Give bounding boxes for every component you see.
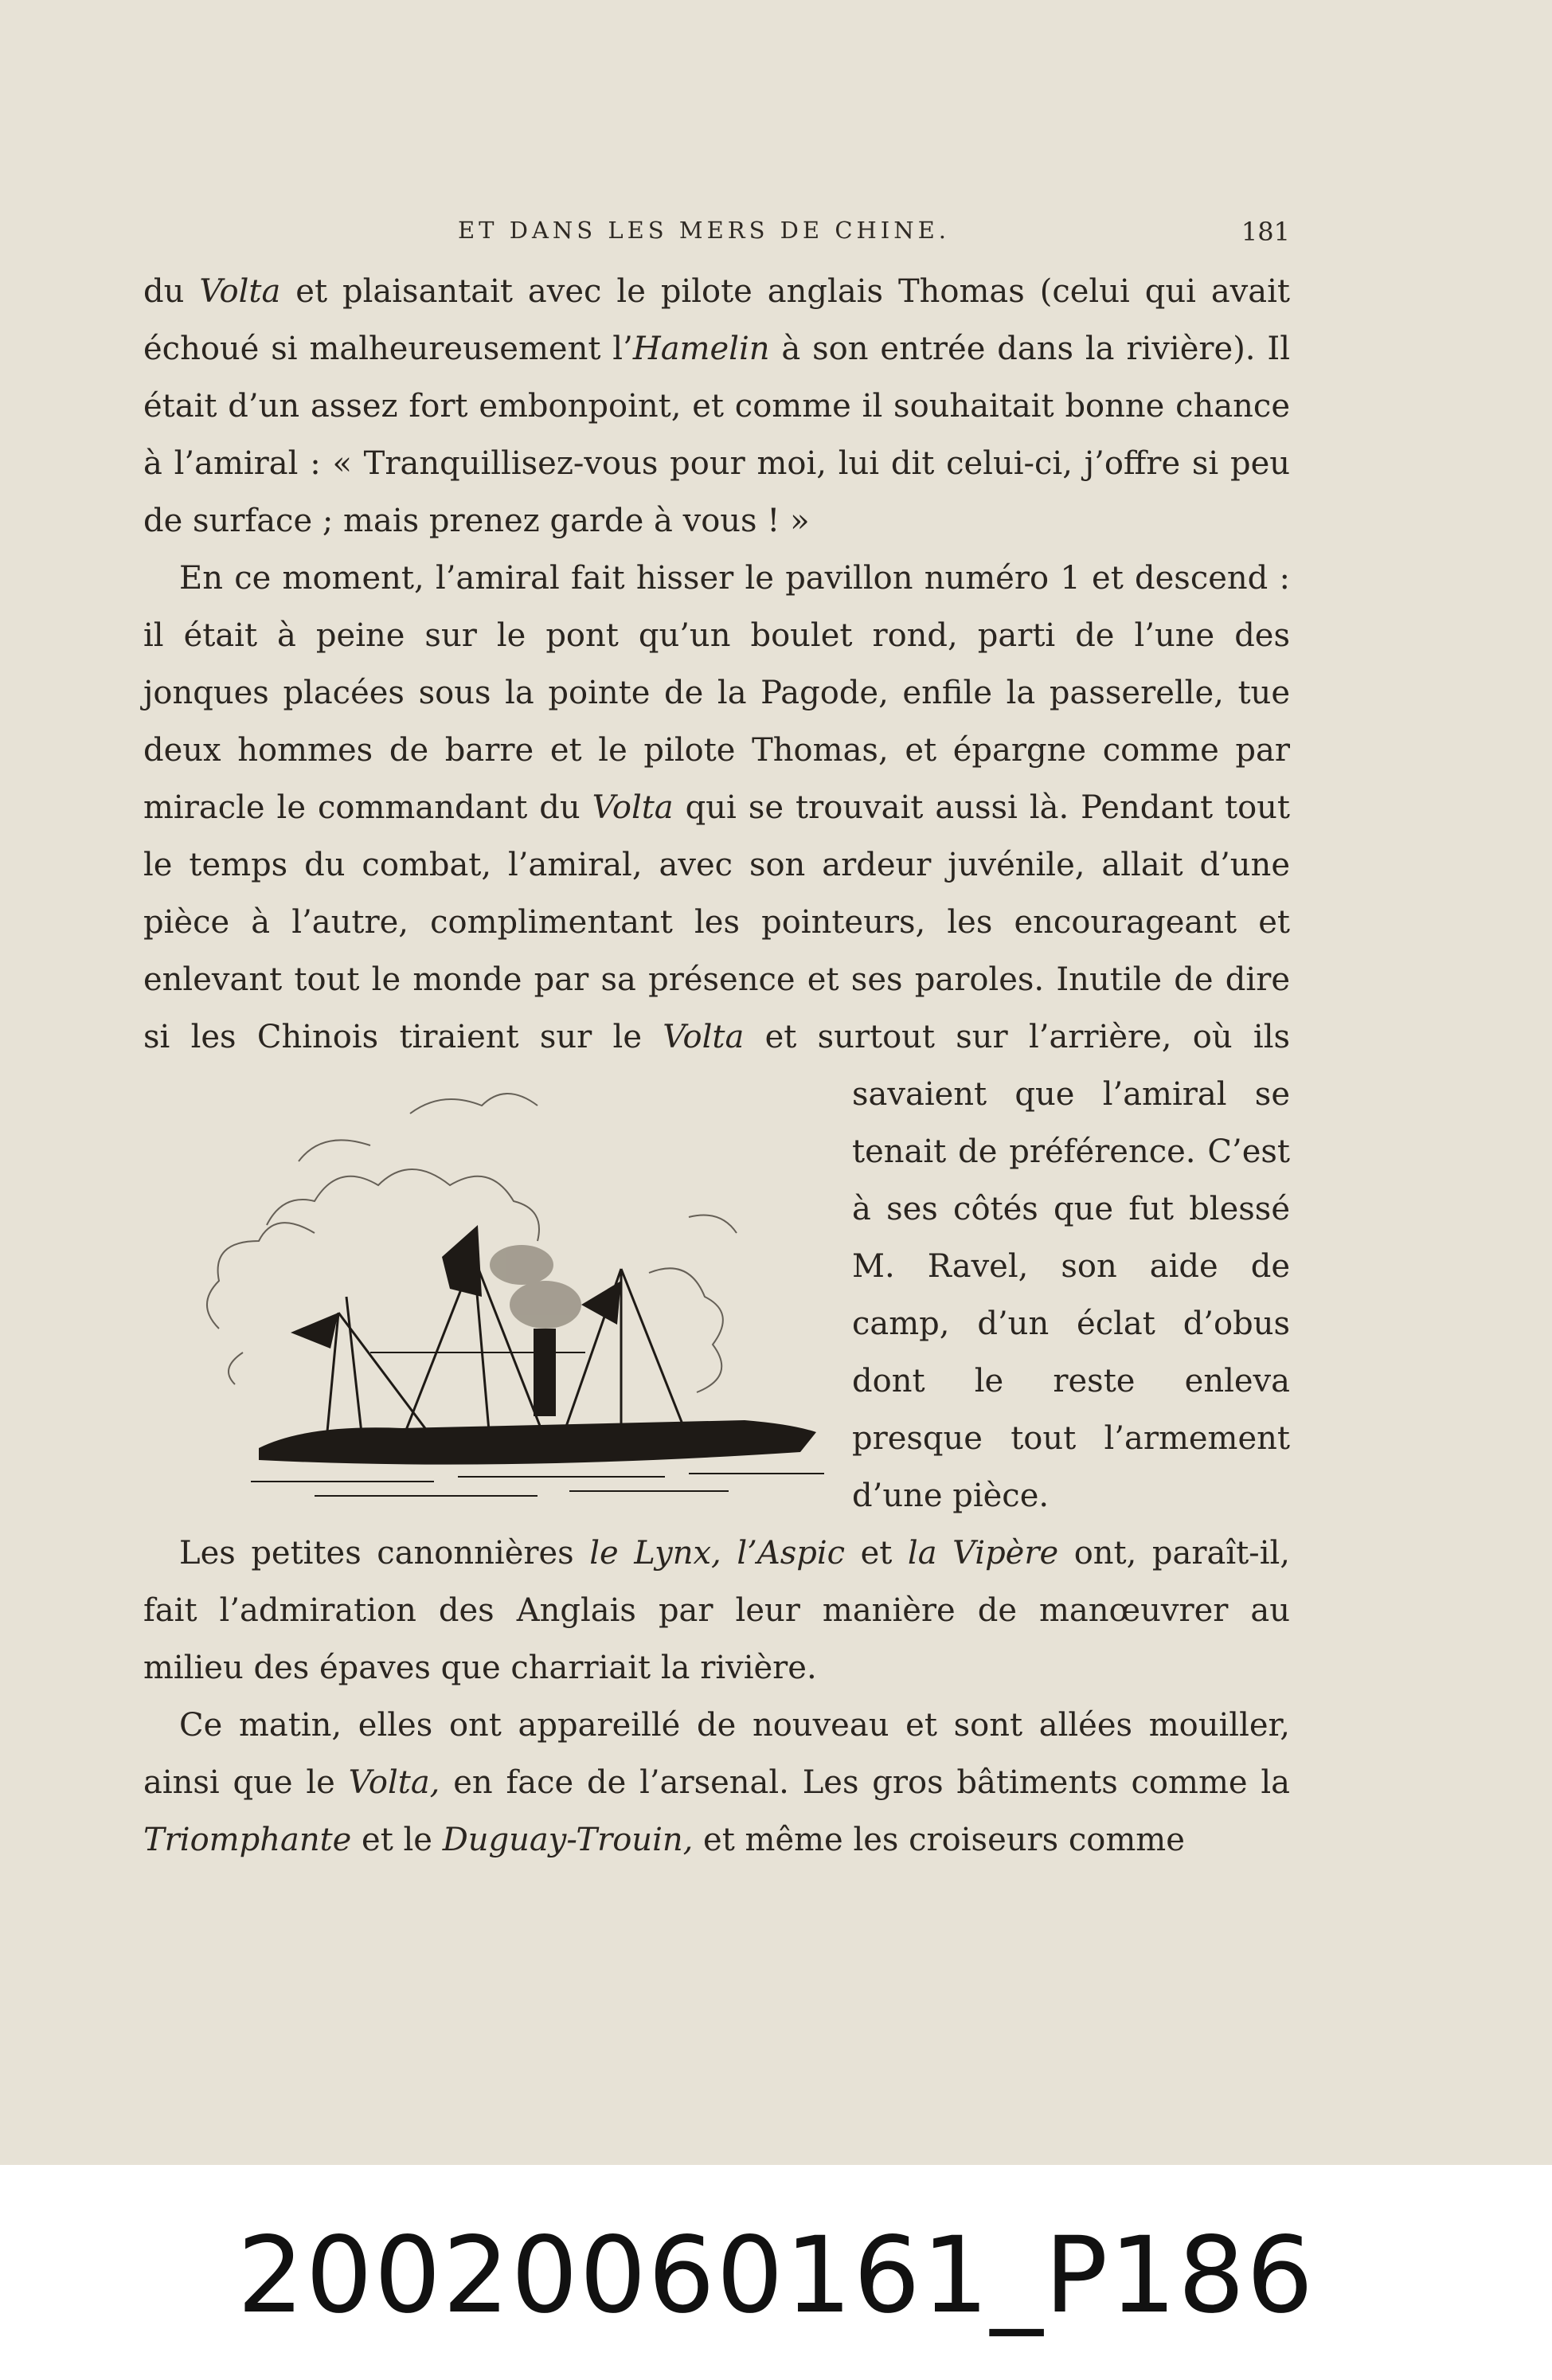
text-run: Ce matin, elles ont appareillé de nouveau et sont allées mouiller, ainsi que le bbox=[143, 1707, 1290, 1801]
text-run: du bbox=[143, 273, 200, 310]
running-title: ET DANS LES MERS DE CHINE. bbox=[458, 217, 951, 244]
paragraph-2 bbox=[143, 550, 1290, 1525]
text-run: et même les croiseurs comme bbox=[693, 1822, 1185, 1858]
italic-run: le Lynx, l’Aspic bbox=[589, 1535, 846, 1572]
text-run: et bbox=[845, 1535, 908, 1572]
italic-run: Duguay-Trouin, bbox=[442, 1822, 694, 1858]
italic-run: Volta bbox=[199, 273, 281, 310]
ship-illustration-float bbox=[135, 1066, 836, 1520]
italic-run: Hamelin bbox=[632, 331, 770, 367]
italic-run: Volta, bbox=[348, 1764, 440, 1801]
text-run: à son entrée dans la rivière). Il était d’un assez fort embonpoint, et comme il souhaitait bonne chance à l’amiral : « Tranquillisez-vous pour moi, lui dit celui-ci, j’offre si peu de surface ; mais prenez garde à vous ! » bbox=[143, 331, 1290, 539]
text-run: En ce moment, l’amiral fait hisser le pavillon numéro 1 et descend : il était à peine sur le pont qu’un boulet rond, parti de l’une des jonques placées sous la pointe de la Pagode, enfile la passerelle, tue deux hommes de barre et le pilote Thomas, et épargne comme par miracle le commandant du bbox=[143, 560, 1290, 826]
paragraph-1 bbox=[143, 263, 1290, 550]
text-run: et le bbox=[351, 1822, 443, 1858]
text-run: et plaisantait avec le pilote anglais Thomas (celui qui avait échoué si malheureusement l’ bbox=[143, 273, 1290, 367]
body-text bbox=[143, 263, 1290, 1869]
archive-identifier: 20020060161_P186 bbox=[237, 2214, 1315, 2337]
italic-run: Triomphante bbox=[143, 1822, 352, 1858]
italic-run: Volta bbox=[663, 1019, 745, 1055]
italic-run: la Vipère bbox=[907, 1535, 1059, 1572]
text-run: qui se trouvait aussi là. Pendant tout le temps du combat, l’amiral, avec son ardeur juvénile, allait d’une pièce à l’autre, complimentant les pointeurs, les encourageant et enlevant tout le monde par sa présence et ses paroles. Inutile de dire si les Chinois tiraient sur le bbox=[143, 789, 1291, 1055]
paragraph-4 bbox=[143, 1697, 1290, 1869]
text-run: Les petites canonnières bbox=[179, 1535, 590, 1572]
paragraph-3 bbox=[143, 1525, 1290, 1697]
page-number: 181 bbox=[1241, 217, 1290, 247]
text-run: en face de l’arsenal. Les gros bâtiments comme la bbox=[440, 1764, 1290, 1801]
italic-run: Volta bbox=[592, 789, 674, 826]
text-run: ont, paraît-il, fait l’admiration des Anglais par leur manière de manœuvrer au milieu des épaves que charriait la rivière. bbox=[143, 1535, 1291, 1686]
page-header bbox=[143, 217, 1290, 249]
text-run: et surtout sur l’arrière, où ils savaient que l’amiral se tenait de préférence. C’est à ses côtés que fut blessé M. Ravel, son aide de camp, d’un éclat d’obus dont le reste enleva presque tout l’armement d’une pièce. bbox=[744, 1019, 1291, 1514]
steamship-illustration bbox=[171, 1066, 872, 1520]
